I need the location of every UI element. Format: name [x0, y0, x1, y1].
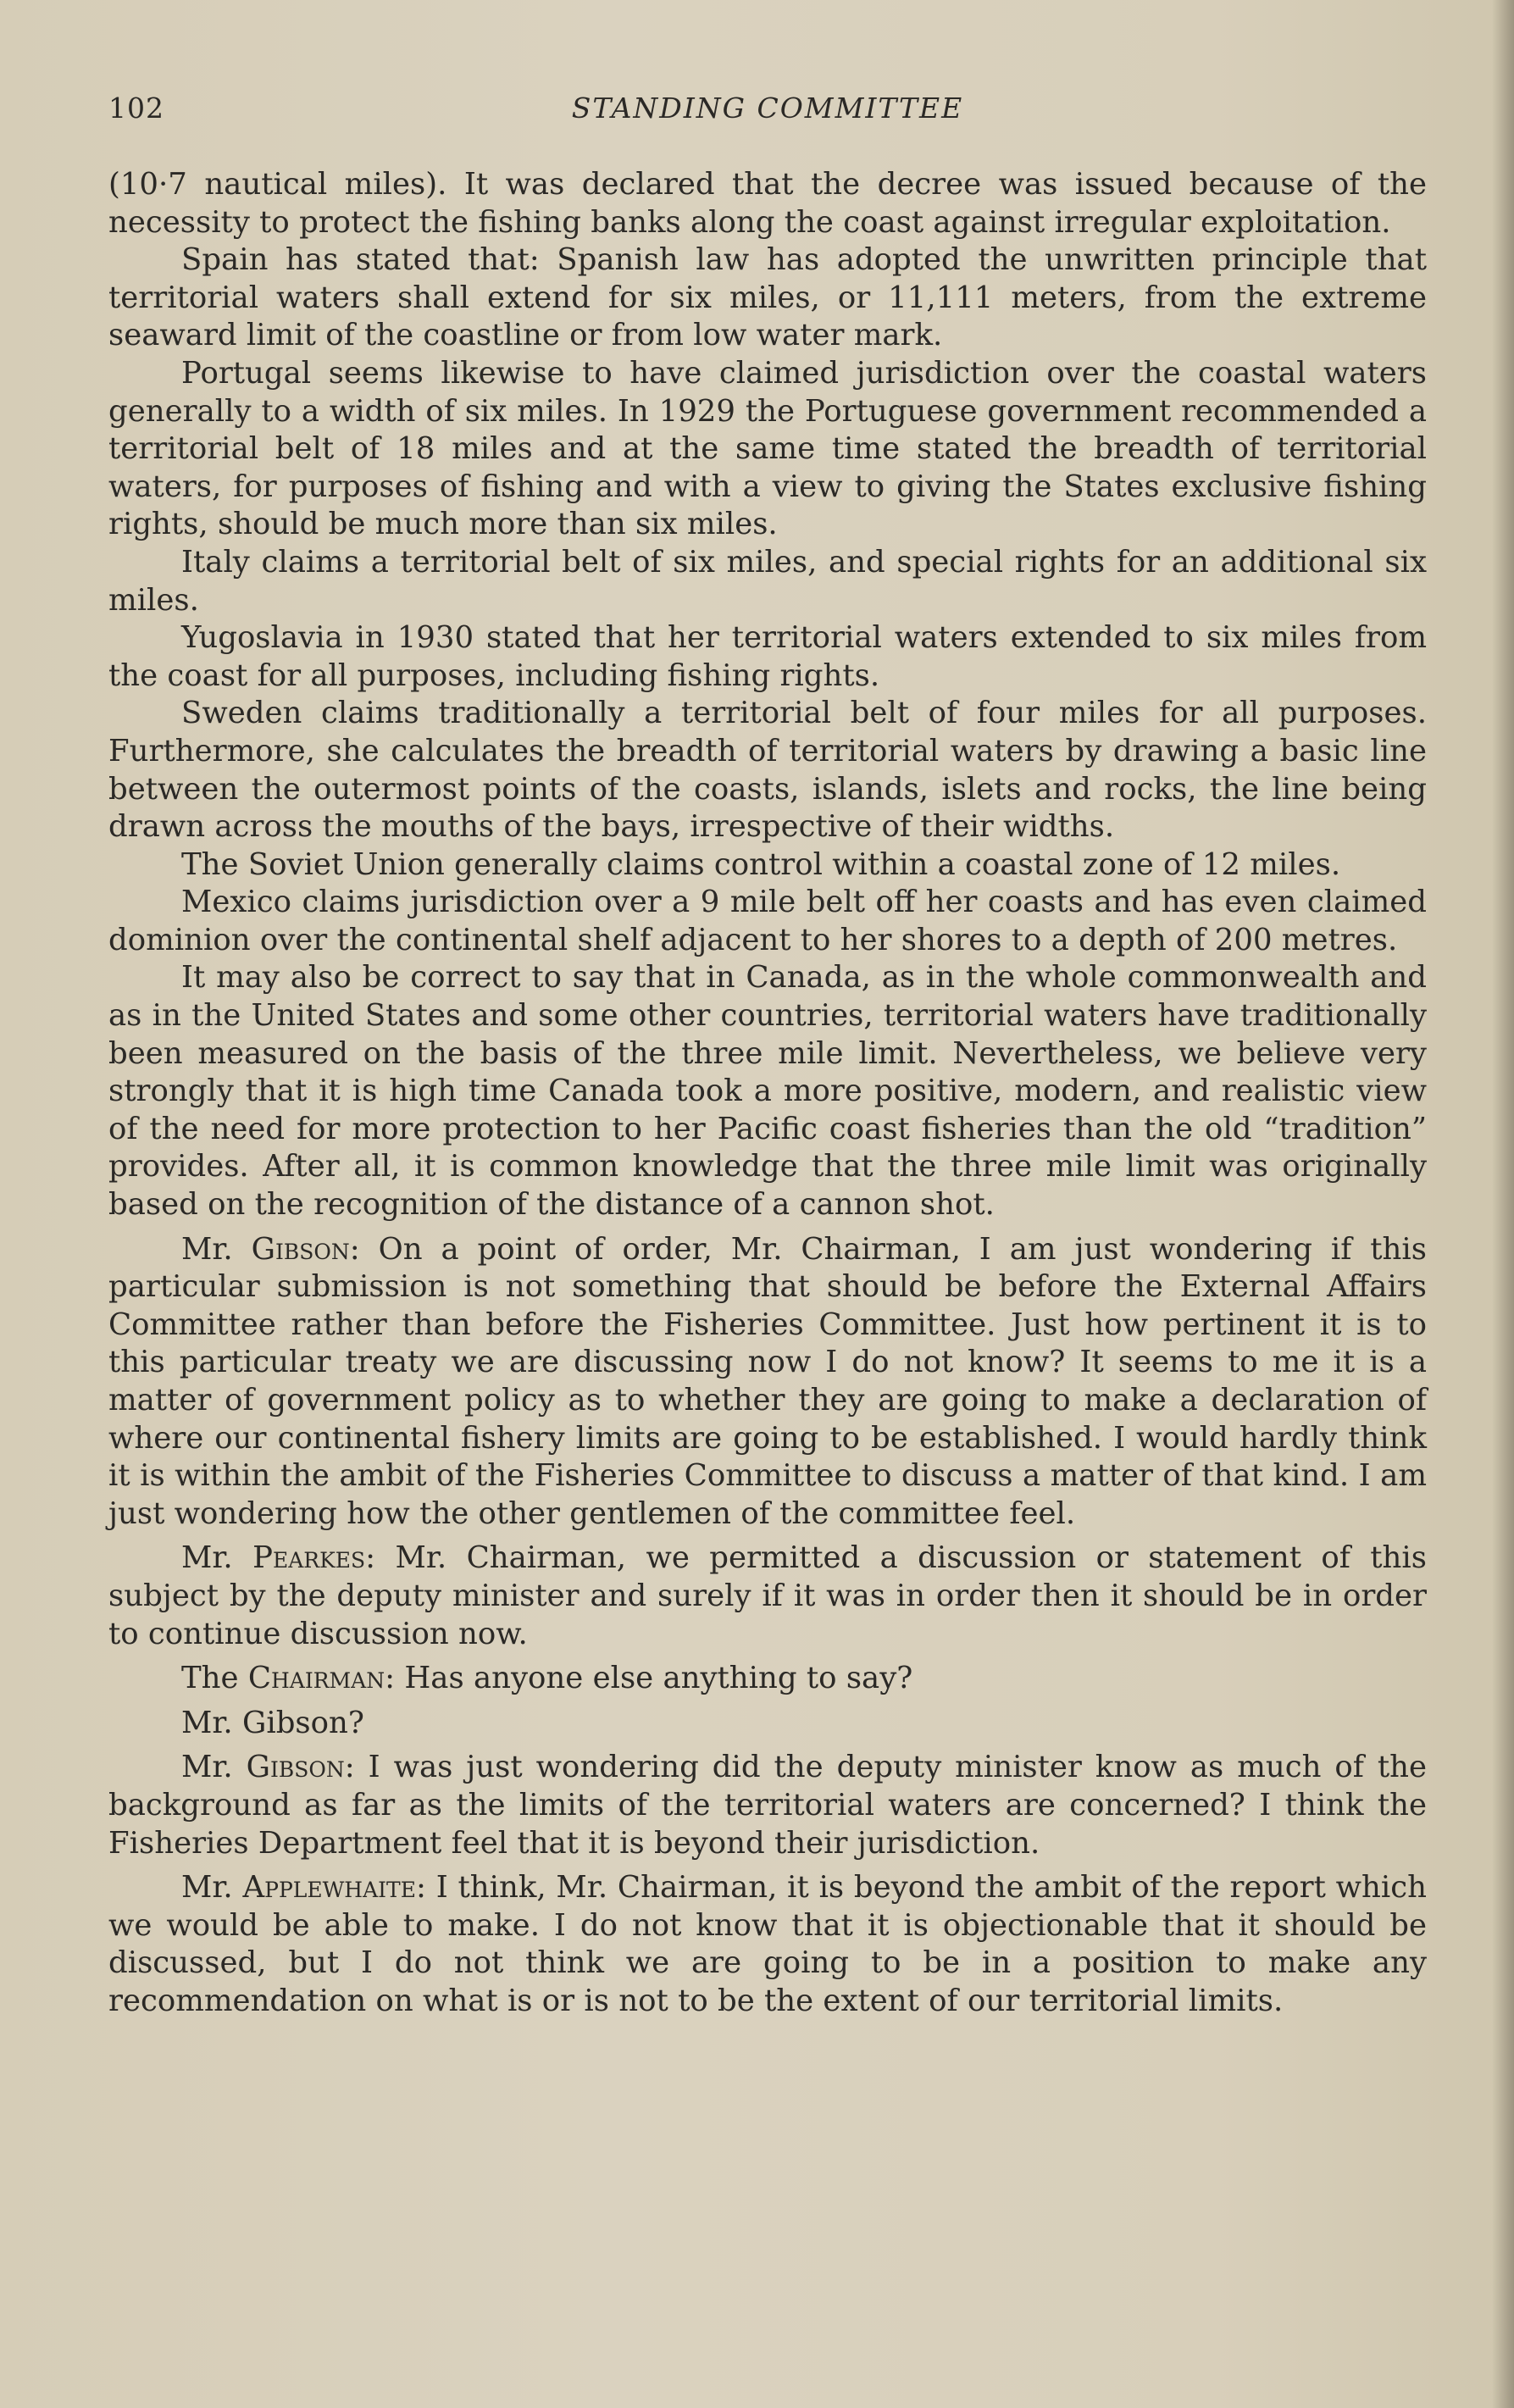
dialogue-entry — [108, 1540, 1427, 1653]
paragraph: The Soviet Union generally claims control within a coastal zone of 12 miles. — [181, 846, 1341, 882]
dialogue-entry — [108, 1705, 1427, 1743]
paragraph: Italy claims a territorial belt of six miles, and special rights for an additional six miles. — [108, 544, 1427, 618]
dialogue-text: : I think, Mr. Chairman, it is beyond the ambit of the report which we would be able to make. I do not know that it is objectionable that it should be discussed, but I do not think we are going to be in a position to make any recommendation on what is or is not to be the extent of our territorial limits. — [108, 1870, 1427, 2018]
paragraph: It may also be correct to say that in Canada, as in the whole commonwealth and as in the United States and some other countries, territorial waters have traditionally been measured on the basis of the three mile limit. Nevertheless, we believe very strongly that it is high time Canada took a more positive, modern, and realistic view of the need for more protection to her Pacific coast fisheries than the old “tradition” provides. After all, it is common knowledge that the three mile limit was originally based on the recognition of the distance of a cannon shot. — [108, 960, 1427, 1223]
dialogue-text: : Has anyone else anything to say? — [385, 1661, 913, 1696]
paragraph: Sweden claims traditionally a territorial belt of four miles for all purposes. Furthermore, she calculates the breadth of territorial waters by drawing a basic line between the outermost points of the coasts, islands, islets and rocks, the line being drawn across the mouths of the bays, irrespective of their widths. — [108, 696, 1427, 845]
speaker-name: Chairman — [247, 1661, 385, 1696]
dialogue-text: : I was just wondering did the deputy minister know as much of the background as far as the limits of the territorial waters are concerned? I think the Fisheries Department feel that it is beyond their jurisdiction. — [108, 1750, 1427, 1861]
page-body — [108, 166, 1427, 2021]
speaker-name: Pearkes — [252, 1540, 366, 1576]
speaker-prefix: The — [181, 1661, 248, 1696]
dialogue-entry — [108, 1749, 1427, 1862]
paragraph: Portugal seems likewise to have claimed jurisdiction over the coastal waters generally to a width of six miles. In 1929 the Portuguese government recommended a territorial belt of 18 miles and at the same time stated the breadth of territorial waters, for purposes of fishing and with a view to giving the States exclusive fishing rights, should be much more than six miles. — [108, 355, 1427, 542]
page-number: 102 — [108, 92, 164, 125]
dialogue-text: : On a point of order, Mr. Chairman, I am just wondering if this particular submission is not something that should be before the External Affairs Committee rather than before the Fisheries Committee. Just how pertinent it is to this particular treaty we are discussing now I do not know? It seems to me it is a matter of government policy as to whether they are going to make a declaration of where our continental fishery limits are going to be established. I would hardly think it is within the ambit of the Fisheries Committee to discuss a matter of that kind. I am just wondering how the other gentlemen of the committee feel. — [108, 1231, 1427, 1531]
paragraph: (10·7 nautical miles). It was declared that the decree was issued because of the necessity to protect the fishing banks along the coast against irregular exploitation. — [108, 167, 1427, 240]
running-head: STANDING COMMITTEE — [571, 92, 964, 125]
dialogue-text: Mr. Gibson? — [181, 1705, 364, 1740]
dialogue-text: : Mr. Chairman, we permitted a discussion or statement of this subject by the deputy minister and surely if it was in order then it should be in order to continue discussion now. — [108, 1540, 1427, 1651]
page-edge-shadow — [1492, 0, 1514, 2408]
speaker-prefix: Mr. — [181, 1540, 253, 1576]
page-header — [108, 92, 1427, 130]
speaker-prefix: Mr. — [181, 1870, 243, 1906]
speaker-name: Gibson — [251, 1231, 350, 1267]
speaker-name: Gibson — [246, 1750, 345, 1785]
paragraph: Yugoslavia in 1930 stated that her territorial waters extended to six miles from the coast for all purposes, including fishing rights. — [108, 620, 1427, 693]
speaker-prefix: Mr. — [181, 1750, 247, 1785]
dialogue-entry — [108, 1660, 1427, 1698]
paragraph: Spain has stated that: Spanish law has adopted the unwritten principle that territorial waters shall extend for six miles, or 11,111 meters, from the extreme seaward limit of the coastline or from low water mark. — [108, 242, 1427, 353]
paragraph: Mexico claims jurisdiction over a 9 mile belt off her coasts and has even claimed dominion over the continental shelf adjacent to her shores to a depth of 200 metres. — [108, 885, 1427, 957]
speaker-name: Applewhaite — [242, 1870, 416, 1906]
dialogue-entry — [108, 1231, 1427, 1534]
dialogue-entry — [108, 1869, 1427, 2020]
speaker-prefix: Mr. — [181, 1231, 252, 1267]
